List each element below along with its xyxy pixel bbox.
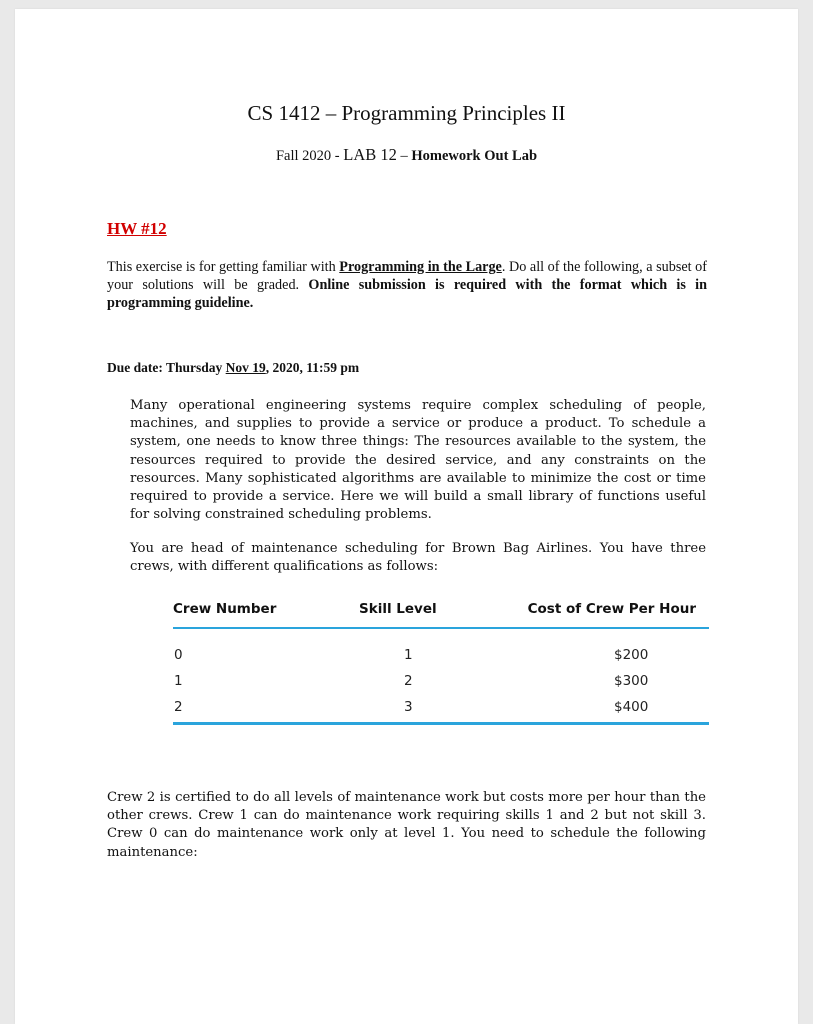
header-divider [173,627,709,629]
intro-topic: Programming in the Large [339,259,502,275]
course-title: CS 1412 – Programming Principles II [247,101,566,125]
dash-text: – [400,148,408,164]
table-cell-skill: 2 [404,673,413,689]
lab-subtitle [15,145,798,165]
lab-type: Homework Out Lab [411,148,538,164]
document-page [15,9,798,1024]
table-cell-skill: 1 [404,647,413,663]
term-text: Fall 2020 - [275,148,340,164]
crew-rules-paragraph: Crew 2 is certified to do all levels of maintenance work but costs more per hour than the other crews. Crew 1 can do maintenance work requiring skills 1 and 2 but not skill 3. Crew 0 can do maintenance work only at level 1. You need to schedule the following maintenance: [107,790,706,860]
table-bottom-rule [173,722,709,725]
header-skill-level: Skill Level [359,601,437,617]
intro-paragraph [107,258,707,312]
intro-text-1: This exercise is for getting familiar with [107,259,340,275]
due-date-value: Nov 19 [225,360,266,375]
table-cell-crew: 2 [174,699,183,715]
table-cell-cost: $300 [614,673,649,689]
problem-description-paragraph: Many operational engineering systems require complex scheduling of people, machines, and supplies to provide a service or produce a product. To schedule a system, one needs to know three things: The resources available to the system, the resources required to provide the desired service, and any constraints on the resources. Many sophisticated algorithms are available to minimize the cost or time required to provide a service. Here we will build a small library of functions useful for solving constrained scheduling problems. [130,398,706,523]
intro-requirement: Online submission is required with the format which is in programming guideline. [107,277,707,311]
header-cost-per-hour: Cost of Crew Per Hour [527,601,696,617]
table-cell-skill: 3 [404,699,413,715]
due-suffix: , 2020, 11:59 pm [265,360,360,375]
hw-heading: HW #12 [107,219,167,238]
header-crew-number: Crew Number [173,601,277,617]
table-cell-cost: $200 [614,647,649,663]
due-date [107,360,359,376]
lab-number: LAB 12 [343,145,397,164]
table-cell-crew: 0 [174,647,183,663]
intro-text-2: . Do all of the following, a subset of your solutions will be graded. [107,259,707,293]
table-cell-cost: $400 [614,699,649,715]
scenario-paragraph: You are head of maintenance scheduling for Brown Bag Airlines. You have three crews, with different qualifications as follows: [130,541,706,575]
due-prefix: Due date: Thursday [107,360,226,375]
table-cell-crew: 1 [174,673,183,689]
